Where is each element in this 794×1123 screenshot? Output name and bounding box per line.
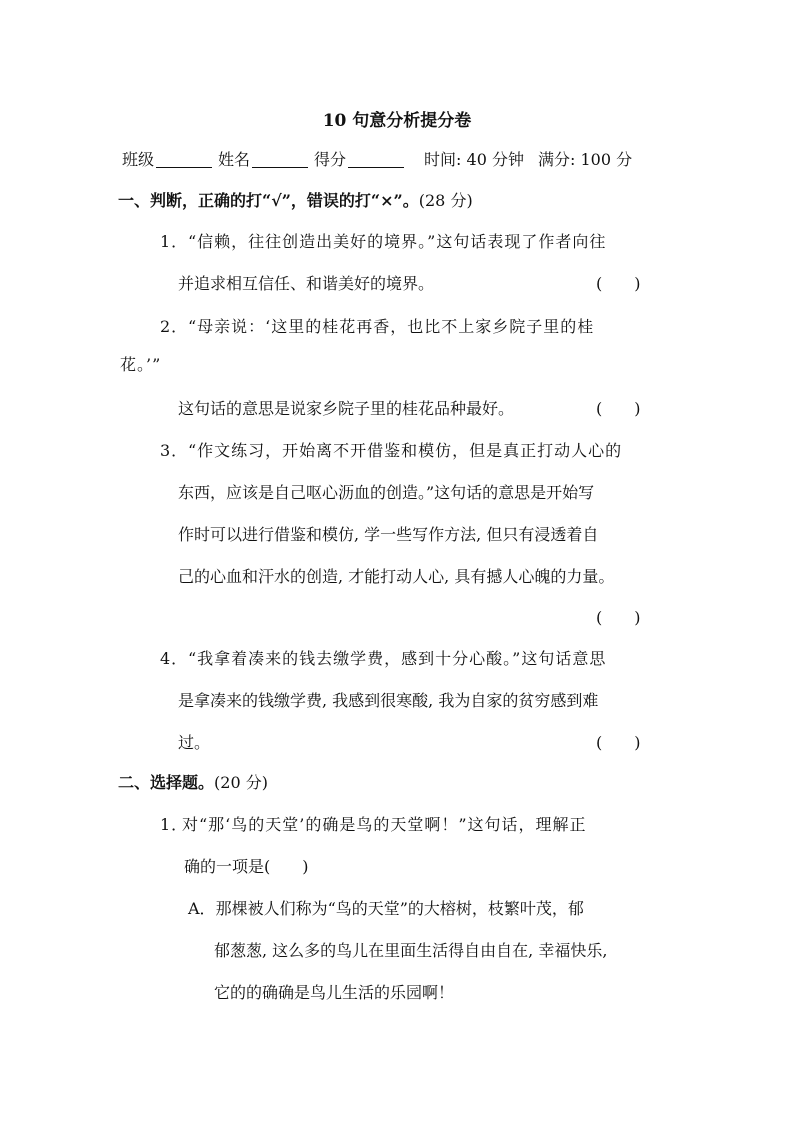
option-a-label: A． (188, 899, 216, 918)
class-label: 班级 (122, 150, 155, 169)
option-a-line3: 它的的确确是鸟儿生活的乐园啊！ (214, 983, 455, 1002)
s2-q1-option-a[interactable] (188, 898, 584, 920)
s1-q1-answer-paren[interactable]: ( ) (596, 274, 641, 293)
s1-q3-line3: 作时可以进行借鉴和模仿, 学一些写作方法, 但只有浸透着自 (178, 525, 599, 544)
section2-title: 二、选择题。 (118, 773, 215, 792)
s1-q1-line1 (160, 231, 606, 253)
s1-q2-line3: 这句话的意思是说家乡院子里的桂花品种最好。 (178, 399, 515, 418)
s1-q3-line1 (160, 440, 622, 462)
section2-score: (20 分) (214, 773, 268, 792)
name-label: 姓名 (218, 150, 251, 169)
s1-q1-line2: 并追求相互信任、和谐美好的境界。 (178, 274, 435, 293)
s2-q1-text1: 对“那‘鸟的天堂’的确是鸟的天堂啊！”这句话，理解正 (182, 815, 587, 834)
option-a-line2: 郁葱葱, 这么多的鸟儿在里面生活得自由自在, 幸福快乐, (214, 941, 608, 960)
s1-q4-line2: 是拿凑来的钱缴学费, 我感到很寒酸, 我为自家的贫穷感到难 (178, 691, 599, 710)
s2-q2-line1 (160, 316, 594, 338)
name-blank[interactable] (252, 149, 308, 168)
section1-score: (28 分) (418, 191, 473, 210)
s1-q2-text1: “母亲说：‘这里的桂花再香，也比不上家乡院子里的桂 (188, 317, 595, 336)
s2-q1-line2: 确的一项是( ) (184, 857, 309, 876)
section1-heading (118, 190, 473, 212)
time-limit: 时间: 40 分钟 (424, 150, 524, 169)
s1-q2-line2: 花。’” (120, 355, 162, 374)
s1-q1-number: 1． (160, 232, 189, 251)
s2-q1-line1 (160, 814, 587, 836)
section2-heading (118, 772, 268, 794)
s1-q4-number: 4． (160, 649, 189, 668)
section1-title: 一、判断，正确的打“√”，错误的打“×”。 (118, 191, 419, 210)
s1-q4-text1: “我拿着凑来的钱去缴学费，感到十分心酸。”这句话意思 (188, 649, 607, 668)
s1-q2-number: 2． (160, 317, 189, 336)
page-title: 10 句意分析提分卷 (322, 111, 472, 131)
s1-q3-line4: 己的心血和汗水的创造, 才能打动人心, 具有撼人心魄的力量。 (178, 567, 615, 586)
s1-q1-text1: “信赖，往往创造出美好的境界。”这句话表现了作者向往 (188, 232, 607, 251)
option-a-text1: 那棵被人们称为“鸟的天堂”的大榕树，枝繁叶茂，郁 (215, 899, 584, 918)
s1-q4-line1 (160, 648, 606, 670)
full-score: 满分: 100 分 (537, 150, 633, 169)
s1-q4-line3: 过。 (178, 733, 211, 752)
s1-q3-answer-paren[interactable]: ( ) (596, 608, 641, 627)
s2-q1-number: 1． (160, 815, 189, 834)
s1-q2-answer-paren[interactable]: ( ) (596, 399, 641, 418)
s1-q4-answer-paren[interactable]: ( ) (596, 733, 641, 752)
s1-q3-text1: “作文练习，开始离不开借鉴和模仿，但是真正打动人心的 (188, 441, 623, 460)
s1-q3-number: 3． (160, 441, 189, 460)
score-label: 得分 (314, 150, 347, 169)
class-blank[interactable] (156, 149, 212, 168)
student-info-line (122, 147, 682, 170)
score-blank[interactable] (348, 149, 404, 168)
s1-q3-line2: 东西，应该是自己呕心沥血的创造。”这句话的意思是开始写 (178, 483, 595, 502)
